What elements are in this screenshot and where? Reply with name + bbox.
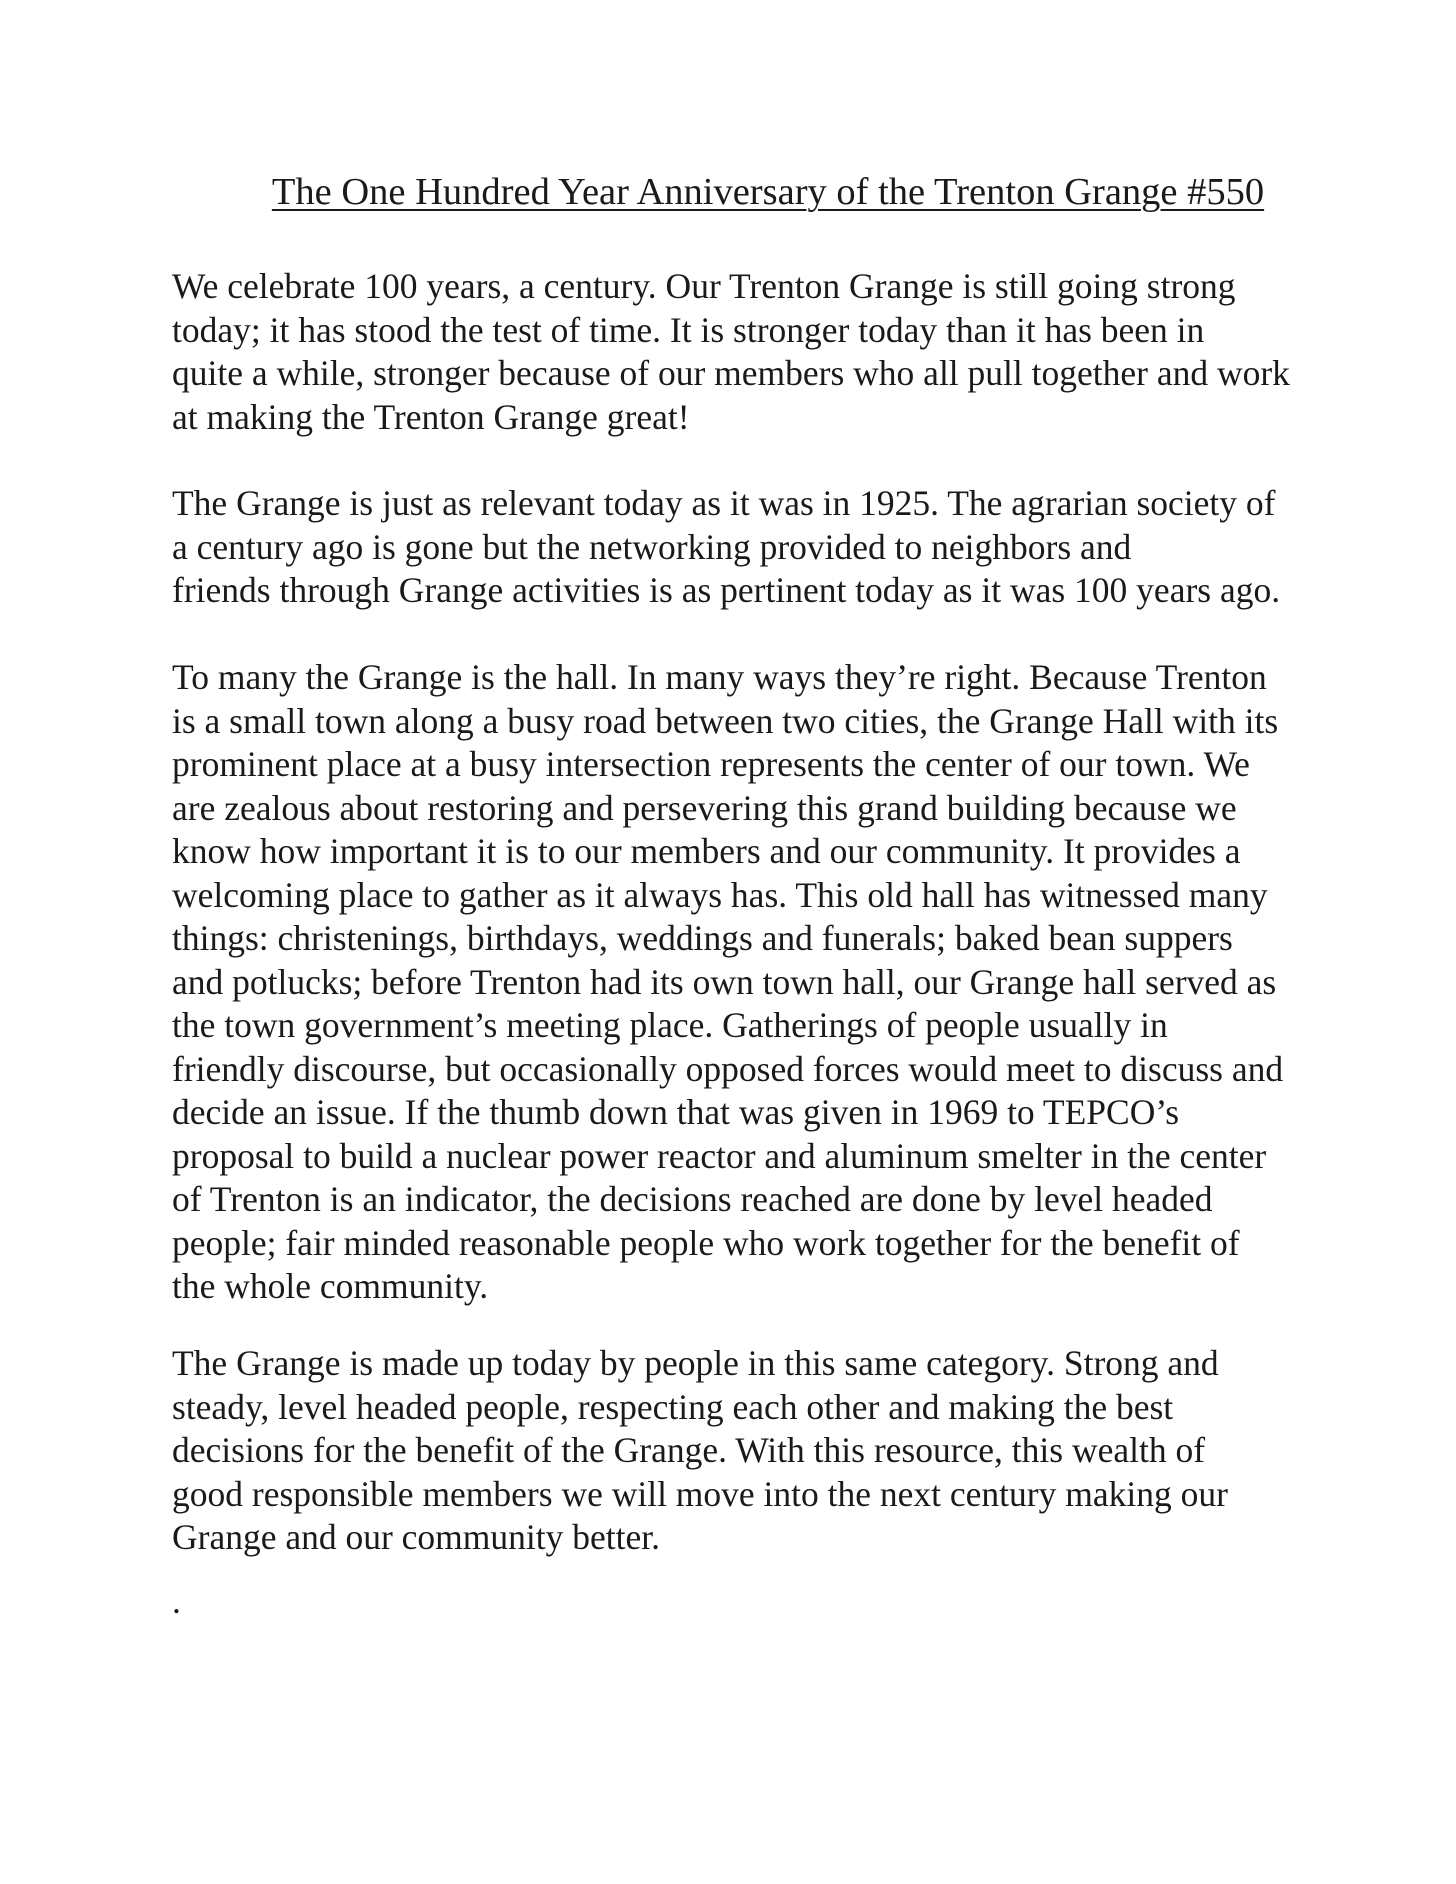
paragraph-line: friendly discourse, but occasionally opposed forces would meet to discuss and (172, 1048, 1284, 1089)
paragraph-line: the whole community. (172, 1266, 489, 1306)
document-title (0, 168, 1456, 216)
paragraph-line: is a small town along a busy road between two cities, the Grange Hall with its (172, 700, 1279, 741)
paragraph-line: Grange and our community better. (172, 1517, 660, 1557)
paragraph-line: The Grange is made up today by people in this same category. Strong and (172, 1343, 1219, 1383)
paragraph-line: friends through Grange activities is as pertinent today as it was 100 years ago. (172, 570, 1281, 610)
trailing-mark: . (172, 1581, 181, 1621)
paragraph-line: The Grange is just as relevant today as it was in 1925. The agrarian society of (172, 483, 1276, 523)
paragraph-3 (172, 656, 1372, 1309)
paragraph-line: We celebrate 100 years, a century. Our Trenton Grange is still going strong (172, 266, 1236, 306)
paragraph-line: decisions for the benefit of the Grange. With this resource, this wealth of (172, 1430, 1206, 1470)
paragraph-line: the town government’s meeting place. Gatherings of people usually in (172, 1005, 1168, 1045)
paragraph-line: know how important it is to our members and our community. It provides a (172, 831, 1241, 871)
paragraph-line: people; fair minded reasonable people who work together for the benefit of (172, 1222, 1240, 1263)
paragraph-line: of Trenton is an indicator, the decisions reached are done by level headed (172, 1179, 1213, 1219)
paragraph-line: prominent place at a busy intersection represents the center of our town. We (172, 744, 1250, 784)
paragraph-line: quite a while, stronger because of our members who all pull together and work (172, 353, 1290, 393)
paragraph-line: welcoming place to gather as it always has. This old hall has witnessed many (172, 874, 1268, 915)
paragraph-line: things: christenings, birthdays, weddings and funerals; baked bean suppers (172, 918, 1233, 958)
paragraph-line: good responsible members we will move into the next century making our (172, 1473, 1228, 1514)
paragraph-line: are zealous about restoring and persevering this grand building because we (172, 787, 1237, 828)
paragraph-1 (172, 265, 1372, 439)
paragraph-line: today; it has stood the test of time. It is stronger today than it has been in (172, 309, 1205, 350)
paragraph-line: To many the Grange is the hall. In many ways they’re right. Because Trenton (172, 657, 1267, 697)
paragraph-line: a century ago is gone but the networking provided to neighbors and (172, 526, 1132, 567)
document-title-text: The One Hundred Year Anniversary of the Trenton Grange #550 (271, 171, 1265, 213)
paragraph-2 (172, 482, 1372, 613)
paragraph-4 (172, 1342, 1372, 1560)
paragraph-line: proposal to build a nuclear power reactor and aluminum smelter in the center (172, 1135, 1267, 1176)
paragraph-line: decide an issue. If the thumb down that was given in 1969 to TEPCO’s (172, 1092, 1180, 1132)
paragraph-line: and potlucks; before Trenton had its own town hall, our Grange hall served as (172, 961, 1277, 1002)
paragraph-line: steady, level headed people, respecting each other and making the best (172, 1386, 1174, 1427)
paragraph-line: at making the Trenton Grange great! (172, 396, 690, 437)
